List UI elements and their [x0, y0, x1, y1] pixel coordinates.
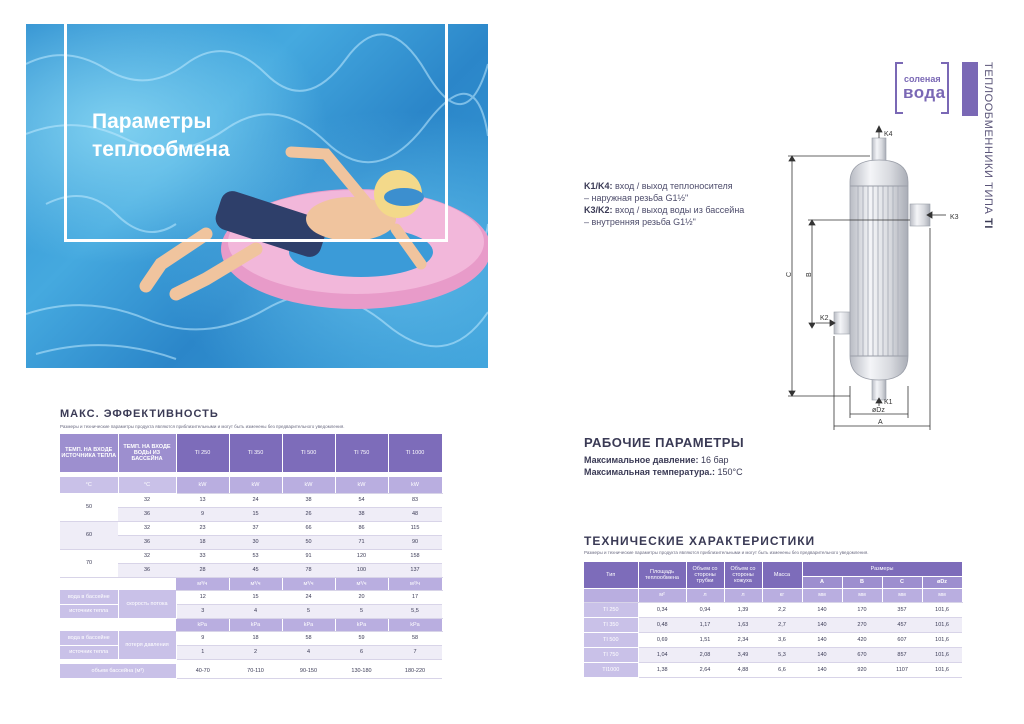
table-cell: 5,5 [388, 604, 442, 618]
table-cell: 6 [335, 645, 388, 659]
pool-photo [26, 24, 488, 368]
table-cell: 28 [176, 563, 229, 577]
unit-cell: °C [60, 477, 118, 493]
table-cell: 5 [282, 604, 335, 618]
table-cell: 91 [282, 549, 335, 563]
unit-cell: kW [388, 477, 442, 493]
table-cell: 50 [282, 535, 335, 549]
header-dim: B [842, 576, 882, 588]
table-cell: 24 [282, 590, 335, 604]
row-label: TI 750 [584, 647, 638, 662]
unit-cell: kPa [335, 618, 388, 631]
table-cell: 0,34 [638, 602, 686, 617]
table-cell: 4 [229, 604, 282, 618]
table-cell: 78 [282, 563, 335, 577]
table-cell: 2,34 [724, 632, 762, 647]
tech-specs-table [584, 562, 963, 678]
header-dim: C [882, 576, 922, 588]
table-cell: 50 [60, 493, 118, 521]
exchanger-body [834, 138, 930, 400]
table-cell: 101,6 [922, 647, 962, 662]
unit-cell: kPa [388, 618, 442, 631]
max-temperature [584, 467, 743, 477]
table-cell: 12 [176, 590, 229, 604]
table-cell: 140 [802, 602, 842, 617]
label-k4: K4 [884, 131, 893, 138]
table-cell: 59 [335, 631, 388, 645]
table-cell: 26 [282, 507, 335, 521]
label-a: A [878, 419, 883, 426]
table-cell: 36 [118, 563, 176, 577]
table-cell: 1,17 [686, 617, 724, 632]
efficiency-note: Размеры и технические параметры продукта являются приблизительными и могут быть изменены без предварительного уведомления. [60, 424, 345, 429]
table-cell: 140 [802, 617, 842, 632]
table-cell: 0,69 [638, 632, 686, 647]
side-accent-bar [962, 62, 978, 116]
row-label: источник тепла [60, 604, 118, 618]
table-cell: 32 [118, 521, 176, 535]
table-cell: 920 [842, 662, 882, 677]
table-cell: 90 [388, 535, 442, 549]
unit-cell: м³/ч [335, 577, 388, 590]
tech-specs-note: Размеры и технические параметры продукта являются приблизительными и могут быть изменены без предварительного уведомления. [584, 550, 869, 555]
table-cell: 1,63 [724, 617, 762, 632]
header-model: TI 750 [335, 434, 388, 472]
header-mass: Масса [762, 562, 802, 588]
row-label: источник тепла [60, 645, 118, 659]
table-cell: 40-70 [176, 664, 229, 678]
table-cell: 32 [118, 549, 176, 563]
table-cell: 1,39 [724, 602, 762, 617]
unit-cell: kW [335, 477, 388, 493]
table-cell: 1,04 [638, 647, 686, 662]
header-model: TI 500 [282, 434, 335, 472]
unit-cell: м² [638, 588, 686, 602]
header-model: TI 350 [229, 434, 282, 472]
row-label: скорость потока [118, 590, 176, 618]
table-cell: 1,51 [686, 632, 724, 647]
table-cell: 54 [335, 493, 388, 507]
unit-cell: kW [176, 477, 229, 493]
table-cell: 140 [802, 662, 842, 677]
label-b: B [806, 272, 813, 277]
unit-cell: мм [802, 588, 842, 602]
table-cell: 670 [842, 647, 882, 662]
table-cell: 60 [60, 521, 118, 549]
header-source-temp: ТЕМП. НА ВХОДЕ ИСТОЧНИКА ТЕПЛА [60, 434, 118, 472]
table-cell: 607 [882, 632, 922, 647]
table-cell: 158 [388, 549, 442, 563]
header-model: TI 1000 [388, 434, 442, 472]
table-cell: 20 [335, 590, 388, 604]
table-cell: 71 [335, 535, 388, 549]
table-cell: 6,6 [762, 662, 802, 677]
table-cell: 180-220 [388, 664, 442, 678]
table-cell: 457 [882, 617, 922, 632]
header-volume-shell: Объем со стороны кожуха [724, 562, 762, 588]
table-cell: 115 [388, 521, 442, 535]
table-cell: 70-110 [229, 664, 282, 678]
table-cell: 170 [842, 602, 882, 617]
table-cell: 2,7 [762, 617, 802, 632]
title-line-1: Параметры [92, 110, 212, 133]
row-label: TI 250 [584, 602, 638, 617]
table-cell: 2 [229, 645, 282, 659]
table-cell: 101,6 [922, 662, 962, 677]
tech-specs-title: ТЕХНИЧЕСКИЕ ХАРАКТЕРИСТИКИ [584, 534, 816, 548]
unit-cell: м³/ч [388, 577, 442, 590]
table-cell: 1 [176, 645, 229, 659]
unit-cell: м³/ч [176, 577, 229, 590]
header-dim: øDz [922, 576, 962, 588]
table-cell: 30 [229, 535, 282, 549]
unit-cell: kPa [229, 618, 282, 631]
table-cell: 5,3 [762, 647, 802, 662]
table-cell: 3 [176, 604, 229, 618]
logo-line-1: соленая [904, 74, 941, 84]
side-title-bold: TI [982, 218, 994, 230]
work-params-title: РАБОЧИЕ ПАРАМЕТРЫ [584, 435, 745, 450]
unit-cell: мм [922, 588, 962, 602]
table-cell: 3,49 [724, 647, 762, 662]
table-cell: 101,6 [922, 617, 962, 632]
table-cell: 36 [118, 507, 176, 521]
logo-bracket-left [895, 62, 903, 114]
legend-k3k2-thread: – внутренняя резьба G1½" [584, 217, 696, 227]
connection-legend [584, 180, 744, 228]
row-label: TI1000 [584, 662, 638, 677]
max-temperature-label: Максимальная температура.: [584, 467, 715, 477]
unit-cell: kPa [176, 618, 229, 631]
label-k2: K2 [820, 315, 829, 322]
table-cell: 4 [282, 645, 335, 659]
label-k3: K3 [950, 214, 959, 221]
header-type: Тип [584, 562, 638, 588]
table-cell: 18 [229, 631, 282, 645]
side-title-text: ТЕПЛООБМЕННИКИ ТИПА [982, 62, 994, 219]
logo-line-2: вода [903, 83, 946, 102]
table-cell: 120 [335, 549, 388, 563]
table-cell: 857 [882, 647, 922, 662]
header-dim: A [802, 576, 842, 588]
table-cell: 2,64 [686, 662, 724, 677]
table-cell: 32 [118, 493, 176, 507]
table-cell: 4,88 [724, 662, 762, 677]
table-cell: 9 [176, 507, 229, 521]
table-cell: 45 [229, 563, 282, 577]
legend-k1k4-thread: – наружная резьба G1½" [584, 193, 689, 203]
table-cell: 18 [176, 535, 229, 549]
table-cell: 38 [282, 493, 335, 507]
unit-cell: л [686, 588, 724, 602]
header-area: Площадь теплообмена [638, 562, 686, 588]
unit-cell: мм [842, 588, 882, 602]
table-cell: 33 [176, 549, 229, 563]
unit-cell: kW [229, 477, 282, 493]
header-model: TI 250 [176, 434, 229, 472]
unit-cell: л [724, 588, 762, 602]
side-title [982, 62, 994, 229]
table-cell: 1,38 [638, 662, 686, 677]
efficiency-title: МАКС. ЭФФЕКТИВНОСТЬ [60, 408, 219, 420]
header-volume-tube: Объем со стороны трубки [686, 562, 724, 588]
legend-k1k4-label: K1/K4: [584, 181, 613, 191]
table-cell: 70 [60, 549, 118, 577]
table-cell: 101,6 [922, 632, 962, 647]
row-label: вода в бассейне [60, 590, 118, 604]
unit-cell: мм [882, 588, 922, 602]
table-cell: 15 [229, 590, 282, 604]
legend-k1k4-text: вход / выход теплоносителя [612, 181, 733, 191]
table-cell: 13 [176, 493, 229, 507]
table-cell: 23 [176, 521, 229, 535]
table-cell: 66 [282, 521, 335, 535]
table-cell: 100 [335, 563, 388, 577]
table-cell: 15 [229, 507, 282, 521]
page-title [92, 108, 292, 164]
unit-cell: kW [282, 477, 335, 493]
row-label: TI 350 [584, 617, 638, 632]
table-cell: 5 [335, 604, 388, 618]
max-pressure-label: Максимальное давление: [584, 455, 699, 465]
table-cell: 48 [388, 507, 442, 521]
table-cell: 58 [388, 631, 442, 645]
table-cell: 9 [176, 631, 229, 645]
title-line-2: теплообмена [92, 138, 230, 161]
table-cell: 36 [118, 535, 176, 549]
table-cell: 1107 [882, 662, 922, 677]
unit-cell: м³/ч [229, 577, 282, 590]
unit-cell: kPa [282, 618, 335, 631]
max-pressure-value: 16 бар [698, 455, 729, 465]
table-cell: 2,08 [686, 647, 724, 662]
row-label: объем бассейна (м³) [60, 664, 176, 678]
unit-cell: кг [762, 588, 802, 602]
table-cell: 58 [282, 631, 335, 645]
table-cell: 17 [388, 590, 442, 604]
table-cell: 140 [802, 647, 842, 662]
table-cell: 86 [335, 521, 388, 535]
table-cell: 357 [882, 602, 922, 617]
table-cell: 420 [842, 632, 882, 647]
table-cell: 24 [229, 493, 282, 507]
header-pool-temp: ТЕМП. НА ВХОДЕ ВОДЫ ИЗ БАССЕЙНА [118, 434, 176, 472]
legend-k3k2-text: вход / выход воды из бассейна [612, 205, 745, 215]
unit-cell: °C [118, 477, 176, 493]
table-cell: 270 [842, 617, 882, 632]
efficiency-table [60, 434, 443, 679]
row-label: вода в бассейне [60, 631, 118, 645]
table-cell: 7 [388, 645, 442, 659]
row-label: TI 500 [584, 632, 638, 647]
legend-k3k2-label: K3/K2: [584, 205, 613, 215]
brand-logo [895, 62, 949, 114]
table-cell: 0,94 [686, 602, 724, 617]
table-cell: 37 [229, 521, 282, 535]
table-cell: 90-150 [282, 664, 335, 678]
max-temperature-value: 150°C [714, 467, 743, 477]
table-cell: 101,6 [922, 602, 962, 617]
table-cell: 140 [802, 632, 842, 647]
table-cell: 137 [388, 563, 442, 577]
label-k1: K1 [884, 399, 893, 406]
row-label: потеря давления [118, 631, 176, 659]
unit-cell: м³/ч [282, 577, 335, 590]
table-cell: 53 [229, 549, 282, 563]
table-cell: 83 [388, 493, 442, 507]
table-cell: 130-180 [335, 664, 388, 678]
heat-exchanger-diagram [770, 124, 970, 434]
max-pressure [584, 455, 728, 465]
label-dz: øDz [872, 407, 885, 414]
table-cell: 0,48 [638, 617, 686, 632]
table-cell: 38 [335, 507, 388, 521]
table-cell: 3,6 [762, 632, 802, 647]
table-cell: 2,2 [762, 602, 802, 617]
label-c: C [786, 271, 793, 277]
header-dimensions: Размеры [802, 562, 962, 576]
